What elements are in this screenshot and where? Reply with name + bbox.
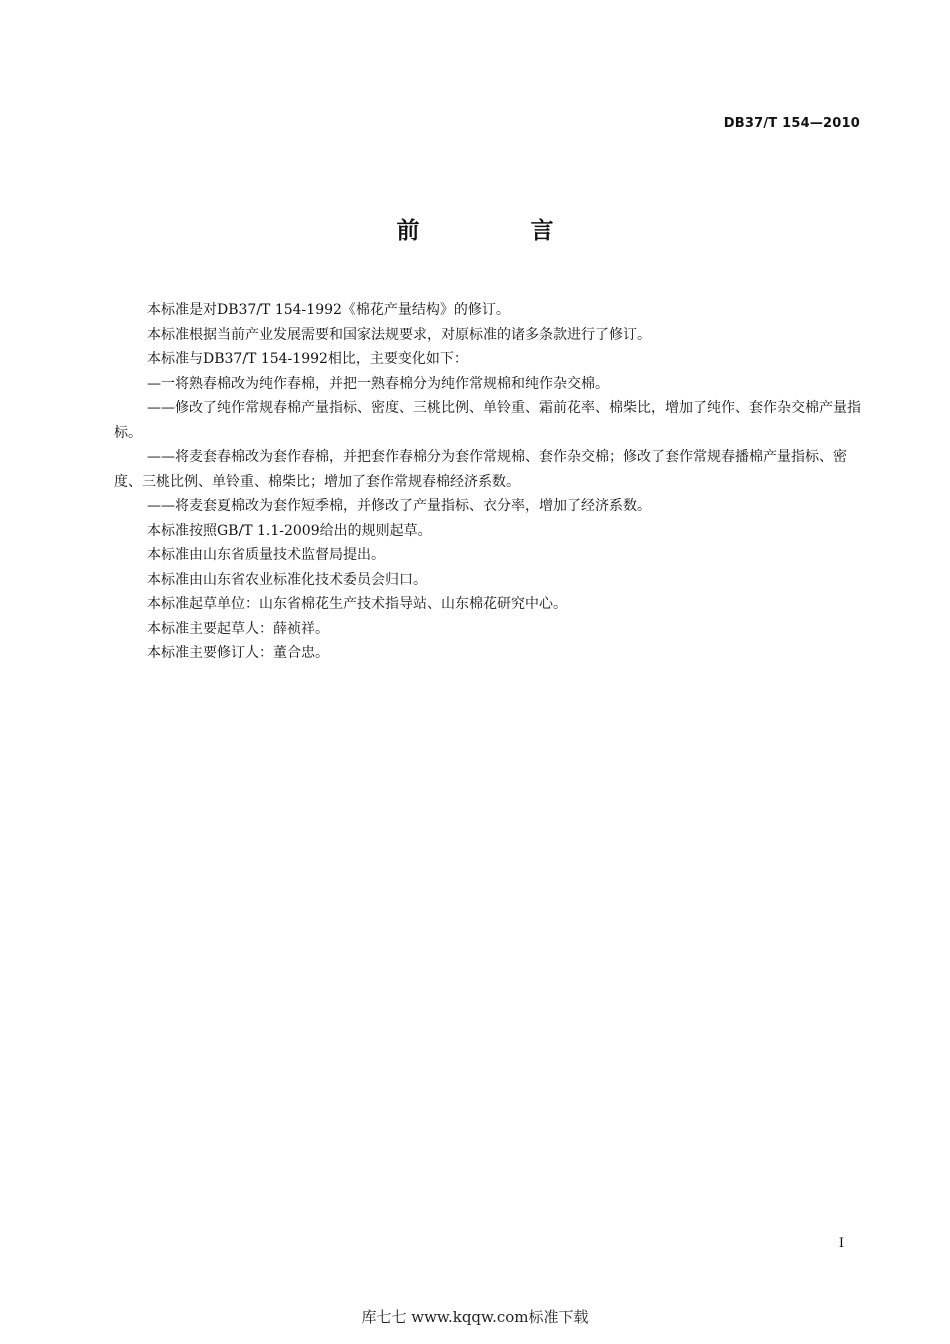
document-code: DB37/T 154—2010 bbox=[723, 116, 860, 131]
paragraph-drafting-units: 本标准起草单位：山东省棉花生产技术指导站、山东棉花研究中心。 bbox=[147, 596, 567, 612]
paragraph-centralized-by: 本标准由山东省农业标准化技术委员会归口。 bbox=[147, 571, 427, 588]
foreword-body bbox=[114, 298, 866, 666]
page-title: 前 言 bbox=[396, 218, 598, 244]
paragraph-drafting-rules: 本标准按照GB/T 1.1-2009给出的规则起草。 bbox=[147, 522, 432, 539]
footer-watermark: 库七七 www.kqqw.com标准下载 bbox=[361, 1308, 589, 1326]
paragraph-revision: 本标准是对DB37/T 154-1992《棉花产量结构》的修订。 bbox=[147, 302, 510, 318]
paragraph-change-2: ——修改了纯作常规春棉产量指标、密度、三桃比例、单铃重、霜前花率、棉柴比，增加了纯作、套作杂交棉产量指标。 bbox=[114, 400, 861, 441]
paragraph-change-1: —一将熟春棉改为纯作春棉，并把一熟春棉分为纯作常规棉和纯作杂交棉。 bbox=[147, 375, 609, 392]
page-number: I bbox=[838, 1236, 844, 1251]
paragraph-change-4: ——将麦套夏棉改为套作短季棉，并修改了产量指标、衣分率，增加了经济系数。 bbox=[147, 498, 651, 514]
paragraph-change-3: ——将麦套春棉改为套作春棉，并把套作春棉分为套作常规棉、套作杂交棉；修改了套作常规春播棉产量指标、密度、三桃比例、单铃重、棉柴比；增加了套作常规春棉经济系数。 bbox=[114, 449, 847, 490]
paragraph-main-reviser: 本标准主要修订人：董合忠。 bbox=[147, 645, 329, 661]
paragraph-proposed-by: 本标准由山东省质量技术监督局提出。 bbox=[147, 547, 385, 563]
paragraph-main-drafter: 本标准主要起草人：薛祯祥。 bbox=[147, 620, 329, 637]
paragraph-revision-reason: 本标准根据当前产业发展需要和国家法规要求，对原标准的诸多条款进行了修订。 bbox=[147, 326, 651, 343]
paragraph-changes-intro: 本标准与DB37/T 154-1992相比，主要变化如下： bbox=[147, 351, 468, 367]
